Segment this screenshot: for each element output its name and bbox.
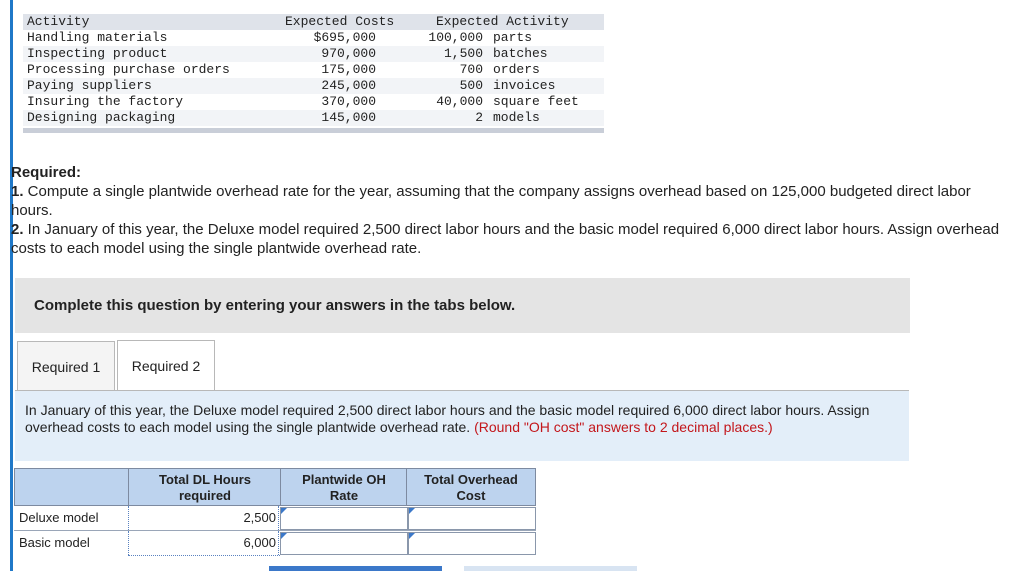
activity-quantity: 40,000 <box>436 94 483 109</box>
table-row <box>23 62 604 78</box>
row-label-deluxe: Deluxe model <box>19 510 99 525</box>
table-row <box>14 506 536 530</box>
deluxe-oh-rate-input[interactable] <box>280 507 408 530</box>
activity-unit: batches <box>493 46 548 61</box>
expected-cost: 145,000 <box>321 110 376 125</box>
header-total-dl-hours-line1: Total DL Hours <box>159 472 251 487</box>
header-plantwide-oh-rate-line2: Rate <box>329 488 359 503</box>
cell-divider <box>278 531 279 555</box>
activity-unit: invoices <box>493 78 556 93</box>
activity-name: Paying suppliers <box>27 78 152 93</box>
table-row <box>23 30 604 46</box>
header-total-dl-hours-line2: required <box>178 488 231 503</box>
activity-quantity: 1,500 <box>443 46 483 61</box>
required-item-1 <box>11 182 1001 220</box>
expected-cost: 970,000 <box>321 46 376 61</box>
activity-header: Activity <box>27 14 90 29</box>
cell-divider <box>128 506 129 530</box>
prev-nav-button[interactable] <box>269 566 442 571</box>
required-instructions <box>11 163 1001 258</box>
deluxe-oh-cost-input[interactable] <box>408 507 536 530</box>
activity-unit: models <box>493 110 540 125</box>
expected-cost: 175,000 <box>321 62 376 77</box>
required-item-2-text: In January of this year, the Deluxe model required 2,500 direct labor hours and the basic model required 6,000 direct labor hours. Assign overhead costs to each model using the single plantwide overhead rate. <box>11 221 1000 257</box>
basic-oh-rate-input[interactable] <box>280 532 408 555</box>
expected-cost: 370,000 <box>321 94 376 109</box>
table-bottom-bar <box>23 128 604 133</box>
table-row <box>14 531 536 555</box>
header-total-overhead-cost-line1: Total Overhead <box>424 472 518 487</box>
activity-name: Processing purchase orders <box>27 62 230 77</box>
basic-oh-cost-input[interactable] <box>408 532 536 555</box>
table-row <box>23 110 604 126</box>
activity-unit: parts <box>493 30 533 45</box>
required-title: Required: <box>11 164 82 181</box>
question-body: In January of this year, the Deluxe model required 2,500 direct labor hours and the basic model required 6,000 direct labor hours. Assign overhead costs to each model using the single plantwide overhead rate. <box>25 402 870 435</box>
activity-unit: square feet <box>493 94 579 109</box>
instruction-text: Complete this question by entering your answers in the tabs below. <box>34 297 516 314</box>
left-accent-rule <box>10 0 13 571</box>
rounding-note: (Round "OH cost" answers to 2 decimal places.) <box>474 419 773 435</box>
basic-dl-hours: 6,000 <box>243 535 276 550</box>
table-row <box>23 78 604 94</box>
expected-costs-header: Expected Costs <box>285 14 395 29</box>
question-text <box>25 402 900 436</box>
activity-name: Inspecting product <box>27 46 168 61</box>
tab-required-1[interactable]: Required 1 <box>17 341 115 392</box>
cell-divider <box>128 531 129 555</box>
header-total-dl-hours <box>129 472 281 504</box>
table-row <box>23 46 604 62</box>
cell-divider <box>278 506 279 530</box>
expected-cost: 245,000 <box>321 78 376 93</box>
activity-quantity: 100,000 <box>428 30 483 45</box>
required-item-2-number: 2. <box>11 221 24 238</box>
question-panel <box>15 391 909 461</box>
activity-unit: orders <box>493 62 540 77</box>
required-item-1-number: 1. <box>11 183 24 200</box>
tab-required-2[interactable]: Required 2 <box>117 340 215 392</box>
header-total-overhead-cost-line2: Cost <box>456 488 486 503</box>
header-total-overhead-cost <box>407 472 535 504</box>
activity-cost-table <box>23 14 604 133</box>
table-row <box>23 94 604 110</box>
answer-table <box>14 468 536 556</box>
instruction-banner <box>15 278 910 333</box>
next-nav-button[interactable] <box>464 566 637 571</box>
deluxe-dl-hours: 2,500 <box>243 510 276 525</box>
activity-name: Insuring the factory <box>27 94 184 109</box>
activity-name: Handling materials <box>27 30 168 45</box>
row-label-basic: Basic model <box>19 535 90 550</box>
answer-table-header <box>14 468 536 506</box>
required-item-1-text: Compute a single plantwide overhead rate for the year, assuming that the company assigns overhead based on 125,000 budgeted direct labor hours. <box>11 183 971 219</box>
expected-cost: $695,000 <box>313 30 376 45</box>
activity-quantity: 500 <box>459 78 483 93</box>
expected-activity-header: Expected Activity <box>436 14 569 29</box>
header-plantwide-oh-rate <box>281 472 407 504</box>
activity-quantity: 2 <box>475 110 483 125</box>
header-plantwide-oh-rate-line1: Plantwide OH <box>302 472 386 487</box>
activity-table-header <box>23 14 604 30</box>
hours-cell-bottom-border <box>128 555 280 556</box>
required-item-2 <box>11 220 1001 258</box>
activity-name: Designing packaging <box>27 110 176 125</box>
activity-quantity: 700 <box>459 62 483 77</box>
